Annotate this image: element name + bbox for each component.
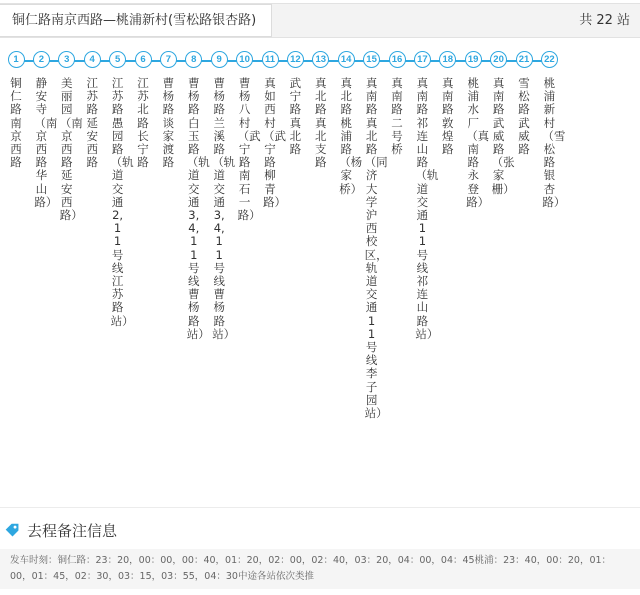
stop-number: 8 — [185, 51, 202, 68]
stop-item[interactable] — [81, 51, 103, 169]
stop-name: 武宁路真北路 — [289, 76, 302, 157]
stop-item[interactable] — [56, 51, 83, 223]
stop-item[interactable] — [284, 51, 306, 156]
stop-item[interactable] — [361, 51, 388, 421]
stop-name: 曹杨路白玉路（轨道交通3,4,11号线曹杨路站） — [186, 76, 210, 341]
stop-number: 14 — [338, 51, 355, 68]
stop-item[interactable] — [234, 51, 261, 223]
tag-icon — [4, 522, 21, 539]
stop-number: 17 — [414, 51, 431, 68]
stop-number: 7 — [160, 51, 177, 68]
station-count: 共 22 站 — [579, 13, 630, 28]
stop-name: 江苏路愚园路（轨道交通2,11号线江苏路站） — [110, 76, 134, 328]
stop-number: 10 — [236, 51, 253, 68]
stop-name: 真北路真北支路 — [315, 76, 327, 170]
stop-name: 江苏路延安西路 — [86, 76, 98, 170]
stop-name: 真南路二号桥 — [391, 76, 403, 157]
stop-name: 真如西村（武宁路柳青路） — [263, 76, 286, 209]
stop-number: 3 — [58, 51, 75, 68]
stop-item[interactable] — [107, 51, 134, 328]
stop-name: 真南路敦煌路 — [442, 76, 454, 157]
stop-number: 6 — [135, 51, 152, 68]
stop-name: 桃浦水厂（真南路永登路） — [466, 76, 490, 209]
stop-number: 2 — [33, 51, 50, 68]
stop-number: 15 — [363, 51, 380, 68]
route-header — [0, 3, 640, 38]
stop-number: 4 — [84, 51, 101, 68]
stop-name: 曹杨路兰溪路（轨道交通3,4,11号线曹杨路站） — [212, 76, 236, 341]
notes-title: 去程备注信息 — [27, 521, 118, 540]
stop-item[interactable] — [259, 51, 286, 209]
notes-text: 发车时刻：铜仁路：23：20，00：00，00：40，01：20，02：00，02：40，03：20，04：00，04：45桃浦：23：40，00：20，01：00，01：45，02：30，03：15，03：55，04：30中途各站依次类推 — [10, 555, 612, 582]
stop-item[interactable] — [183, 51, 210, 341]
stop-number: 21 — [516, 51, 533, 68]
notes-heading — [4, 520, 117, 540]
stop-item[interactable] — [488, 51, 515, 196]
stop-name: 江苏北路长宁路 — [137, 76, 149, 170]
stop-name: 桃浦新村（雪松路银杏路） — [542, 76, 566, 209]
route-line-panel — [0, 38, 640, 508]
stop-number: 1 — [8, 51, 25, 68]
stop-name: 真南路真北路（同济大学沪西校区，轨道交通11号线李子园站） — [364, 76, 388, 421]
stop-number: 22 — [541, 51, 558, 68]
stop-item[interactable] — [462, 51, 490, 209]
stop-item[interactable] — [132, 51, 154, 169]
stop-item[interactable] — [30, 51, 58, 209]
stop-number: 12 — [287, 51, 304, 68]
stop-number: 18 — [439, 51, 456, 68]
stop-name: 美丽园（南京西路延安西路） — [59, 76, 83, 223]
stop-name: 静安寺（南京西路华山路） — [34, 76, 58, 209]
stop-number: 9 — [211, 51, 228, 68]
stop-item[interactable] — [208, 51, 236, 341]
stop-item[interactable] — [386, 51, 408, 156]
stop-name: 曹杨八村（武宁路南石一路） — [237, 76, 261, 223]
stop-item[interactable] — [437, 51, 459, 156]
notes-panel — [0, 549, 640, 589]
stop-name: 真南路武威路（张家栅） — [491, 76, 515, 196]
stop-name: 真北路桃浦路（杨家桥） — [339, 76, 363, 196]
stop-number: 5 — [109, 51, 126, 68]
stop-name: 真南路祁连山路（轨道交通11号线祁连山路站） — [415, 76, 439, 341]
stop-number: 16 — [389, 51, 406, 68]
stop-item[interactable] — [513, 51, 535, 156]
stop-item[interactable] — [335, 51, 363, 196]
stop-number: 19 — [465, 51, 482, 68]
stop-number: 13 — [312, 51, 329, 68]
stop-name: 铜仁路南京西路 — [10, 76, 22, 170]
stop-item[interactable] — [157, 51, 179, 169]
stop-item[interactable] — [5, 51, 27, 169]
stop-number: 20 — [490, 51, 507, 68]
stop-number: 11 — [262, 51, 279, 68]
route-title[interactable]: 铜仁路南京西路—桃浦新村(雪松路银杏路) — [0, 4, 272, 37]
stop-name: 曹杨路谈家渡路 — [162, 76, 175, 170]
stop-item[interactable] — [411, 51, 439, 341]
stop-item[interactable] — [310, 51, 332, 169]
stop-item[interactable] — [538, 51, 566, 209]
stop-name: 雪松路武威路 — [518, 76, 530, 157]
